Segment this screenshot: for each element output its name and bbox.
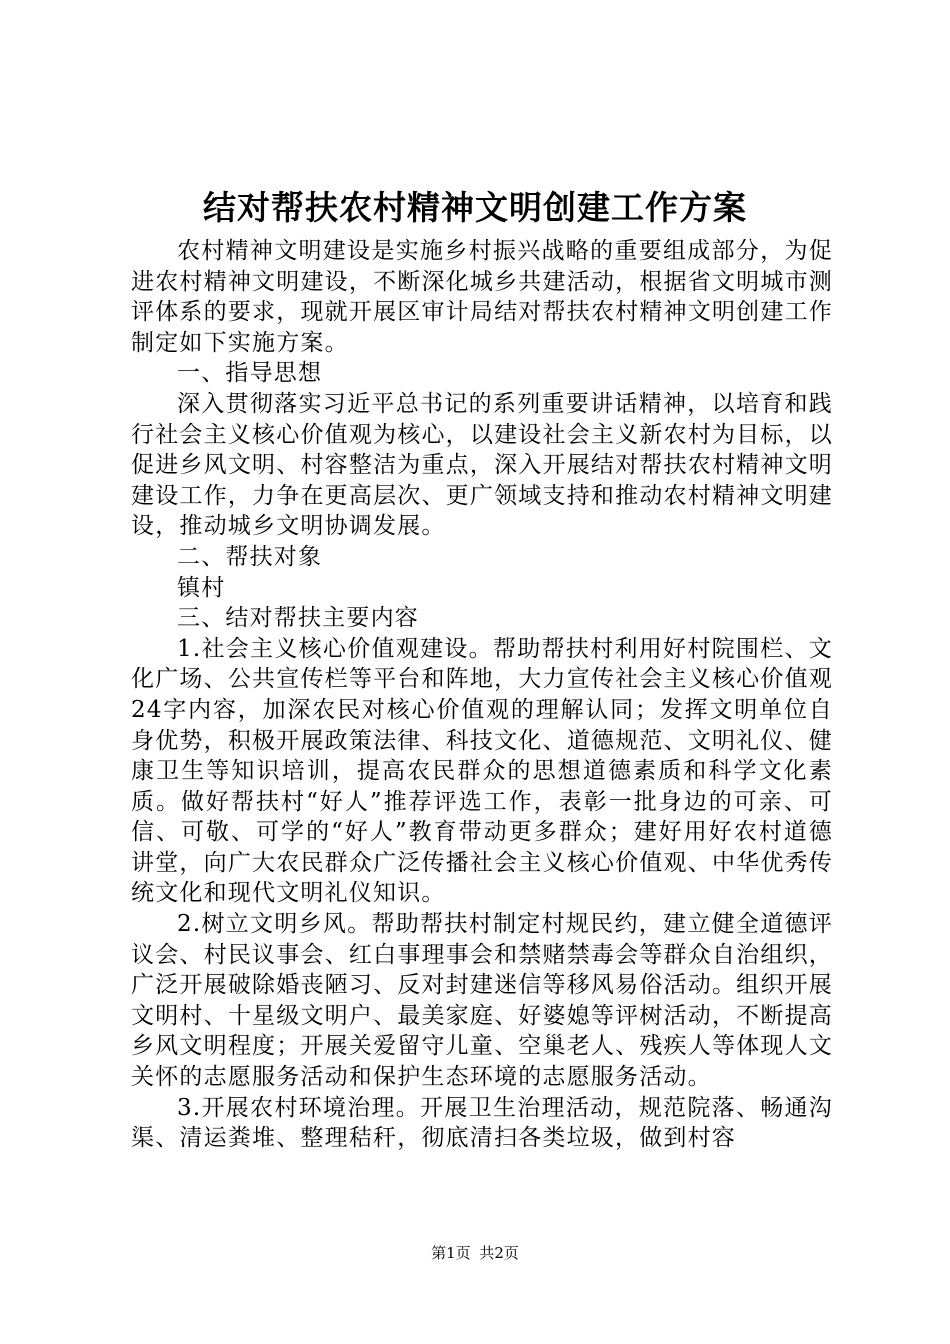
paragraph-environment: 3.开展农村环境治理。开展卫生治理活动，规范院落、畅通沟渠、清运粪堆、整理秸秆，彻底清扫各类垃圾，做到村容 (131, 1094, 833, 1152)
paragraph-core-values: 1.社会主义核心价值观建设。帮助帮扶村利用好村院围栏、文化广场、公共宣传栏等平台和阵地，大力宣传社会主义核心价值观24字内容，加深农民对核心价值观的理解认同；发挥文明单位自身优势，积极开展政策法律、科技文化、道德规范、文明礼仪、健康卫生等知识培训，提高农民群众的思想道德素质和科学文化素质。做好帮扶村“好人”推荐评选工作，表彰一批身边的可亲、可信、可敬、可学的“好人”教育带动更多群众；建好用好农村道德讲堂，向广大农民群众广泛传播社会主义核心价值观、中华优秀传统文化和现代文明礼仪知识。 (131, 635, 833, 907)
page-number: 第1页 (431, 1244, 471, 1262)
paragraph-intro: 农村精神文明建设是实施乡村振兴战略的重要组成部分，为促进农村精神文明建设，不断深化城乡共建活动，根据省文明城市测评体系的要求，现就开展区审计局结对帮扶农村精神文明创建工作制定如下实施方案。 (131, 238, 833, 356)
paragraph-civilized-customs: 2.树立文明乡风。帮助帮扶村制定村规民约，建立健全道德评议会、村民议事会、红白事理事会和禁赌禁毒会等群众自治组织，广泛开展破除婚丧陋习、反对封建迷信等移风易俗活动。组织开展文明村、十星级文明户、最美家庭、好婆媳等评树活动，不断提高乡风文明程度；开展关爱留守儿童、空巢老人、残疾人等体现人文关怀的志愿服务活动和保护生态环境的志愿服务活动。 (131, 911, 833, 1091)
paragraph-guiding-ideology: 深入贯彻落实习近平总书记的系列重要讲话精神，以培育和践行社会主义核心价值观为核心，以建设社会主义新农村为目标，以促进乡风文明、村容整洁为重点，深入开展结对帮扶农村精神文明建设工作，力争在更高层次、更广领域支持和推动农村精神文明建设，推动城乡文明协调发展。 (131, 390, 833, 540)
section-heading-guiding-ideology: 一、指导思想 (177, 360, 323, 387)
paragraph-assistance-target: 镇村 (177, 574, 226, 601)
document-title: 结对帮扶农村精神文明创建工作方案 (203, 188, 747, 227)
section-heading-main-content: 三、结对帮扶主要内容 (177, 605, 419, 632)
section-heading-assistance-target: 二、帮扶对象 (177, 543, 323, 570)
page-footer (0, 1243, 950, 1263)
document-body (131, 236, 833, 1154)
page-total: 共2页 (479, 1244, 519, 1262)
